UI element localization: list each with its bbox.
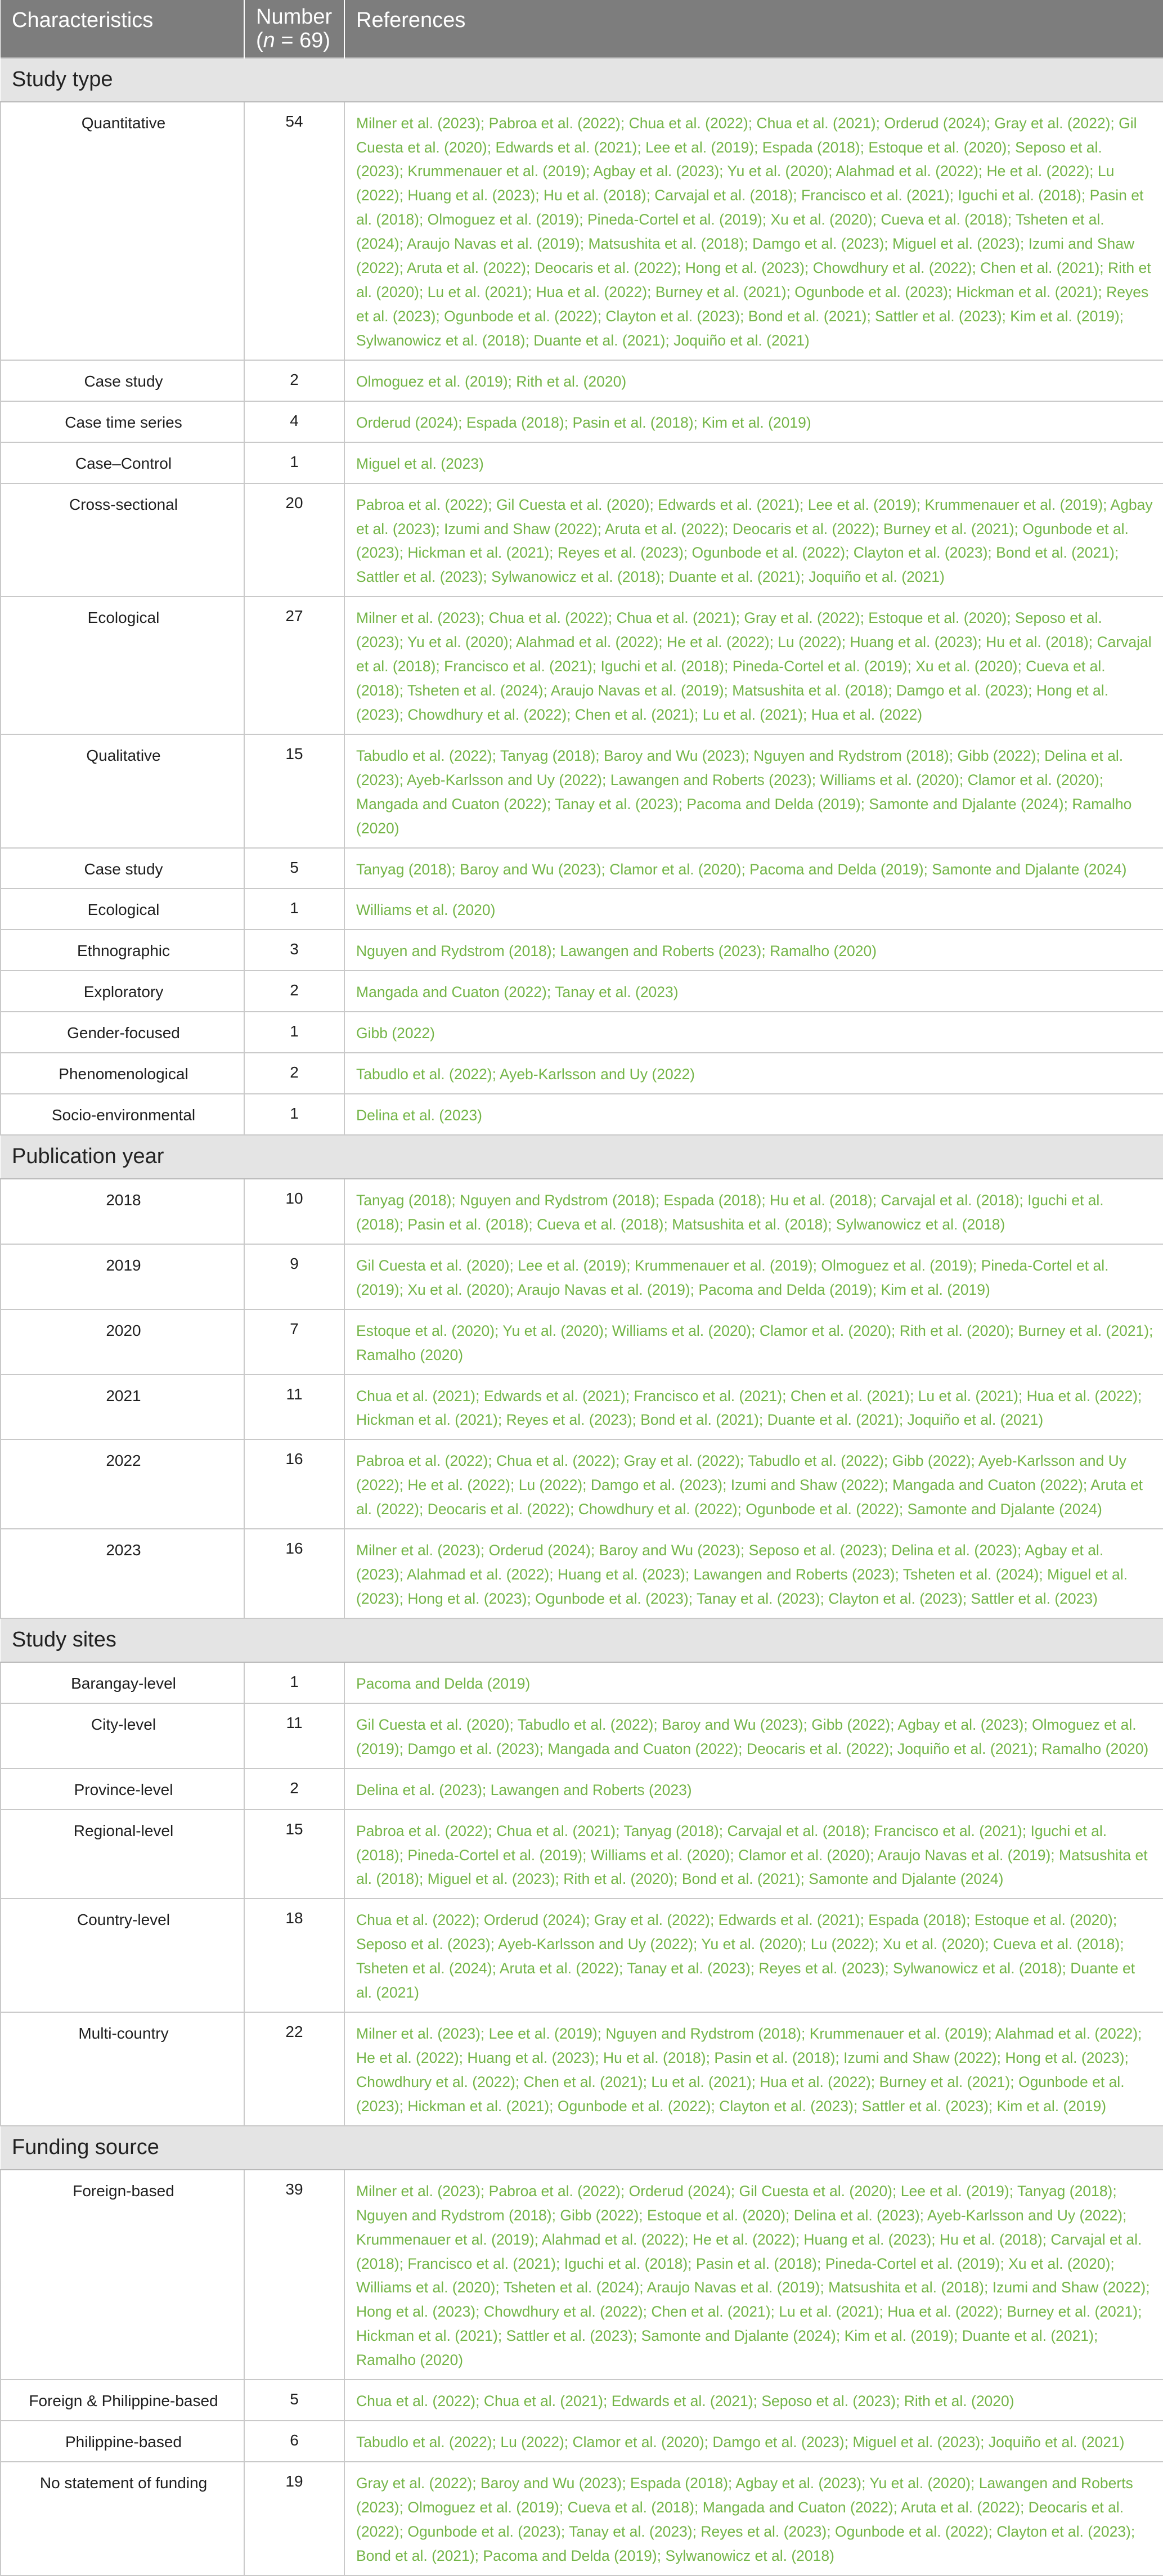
characteristic-cell: Case time series (1, 401, 244, 442)
table-row (1, 1662, 1163, 1703)
number-cell: 1 (244, 1012, 344, 1053)
number-cell: 39 (244, 2170, 344, 2380)
table-row (1, 483, 1163, 597)
references-cell: Tanyag (2018); Nguyen and Rydstrom (2018); Espada (2018); Hu et al. (2018); Carvajal et al. (2018); Iguchi et al. (2018); Pasin et al. (2018); Cueva et al. (2018); Matsushita et al. (2018); Sylwanowicz et al. (2018) (344, 1179, 1163, 1244)
references-cell: Tabudlo et al. (2022); Lu (2022); Clamor et al. (2020); Damgo et al. (2023); Miguel et al. (2023); Joquiño et al. (2021) (344, 2421, 1163, 2462)
table-row (1, 1179, 1163, 1244)
section-header-row (1, 1618, 1163, 1662)
characteristic-cell: Foreign-based (1, 2170, 244, 2380)
section-header-row (1, 58, 1163, 102)
references-cell: Gibb (2022) (344, 1012, 1163, 1053)
characteristic-cell: Regional-level (1, 1810, 244, 1899)
references-cell: Pacoma and Delda (2019) (344, 1662, 1163, 1703)
references-cell: Tabudlo et al. (2022); Tanyag (2018); Baroy and Wu (2023); Nguyen and Rydstrom (2018); Gibb (2022); Delina et al. (2023); Ayeb-Karlsson and Uy (2022); Lawangen and Roberts (2023); Williams et al. (2020); Clamor et al. (2020); Mangada and Cuaton (2022); Tanay et al. (2023); Pacoma and Delda (2019); Samonte and Djalante (2024); Ramalho (2020) (344, 734, 1163, 848)
table-row (1, 2462, 1163, 2575)
characteristic-cell: Philippine-based (1, 2421, 244, 2462)
references-cell: Milner et al. (2023); Pabroa et al. (2022); Orderud (2024); Gil Cuesta et al. (2020); Lee et al. (2019); Tanyag (2018); Nguyen and Rydstrom (2018); Gibb (2022); Estoque et al. (2020); Delina et al. (2023); Ayeb-Karlsson and Uy (2022); Krummenauer et al. (2019); Alahmad et al. (2022); He et al. (2022); Huang et al. (2023); Hu et al. (2018); Carvajal et al. (2018); Francisco et al. (2021); Iguchi et al. (2018); Pasin et al. (2018); Pineda-Cortel et al. (2019); Xu et al. (2020); Williams et al. (2020); Tsheten et al. (2024); Araujo Navas et al. (2019); Matsushita et al. (2018); Izumi and Shaw (2022); Hong et al. (2023); Chowdhury et al. (2022); Chen et al. (2021); Lu et al. (2021); Hua et al. (2022); Burney et al. (2021); Hickman et al. (2021); Sattler et al. (2023); Samonte and Djalante (2024); Kim et al. (2019); Duante et al. (2021); Ramalho (2020) (344, 2170, 1163, 2380)
references-cell: Chua et al. (2022); Orderud (2024); Gray et al. (2022); Edwards et al. (2021); Espada (2018); Estoque et al. (2020); Seposo et al. (2023); Ayeb-Karlsson and Uy (2022); Yu et al. (2020); Lu (2022); Xu et al. (2020); Cueva et al. (2018); Tsheten et al. (2024); Aruta et al. (2022); Tanay et al. (2023); Reyes et al. (2023); Sylwanowicz et al. (2018); Duante et al. (2021) (344, 1899, 1163, 2012)
number-cell: 10 (244, 1179, 344, 1244)
number-cell: 2 (244, 1769, 344, 1810)
characteristic-cell: Multi-country (1, 2012, 244, 2126)
references-cell: Olmoguez et al. (2019); Rith et al. (2020) (344, 360, 1163, 401)
header-number-n: n (263, 28, 275, 52)
references-cell: Miguel et al. (2023) (344, 442, 1163, 483)
number-cell: 6 (244, 2421, 344, 2462)
references-cell: Orderud (2024); Espada (2018); Pasin et al. (2018); Kim et al. (2019) (344, 401, 1163, 442)
number-cell: 5 (244, 848, 344, 889)
number-cell: 5 (244, 2380, 344, 2421)
references-cell: Pabroa et al. (2022); Chua et al. (2022); Gray et al. (2022); Tabudlo et al. (2022); Gibb (2022); Ayeb-Karlsson and Uy (2022); He et al. (2022); Lu (2022); Damgo et al. (2023); Izumi and Shaw (2022); Mangada and Cuaton (2022); Aruta et al. (2022); Deocaris et al. (2022); Chowdhury et al. (2022); Ogunbode et al. (2022); Samonte and Djalante (2024) (344, 1439, 1163, 1529)
number-cell: 3 (244, 930, 344, 971)
characteristic-cell: Ethnographic (1, 930, 244, 971)
table-body (1, 58, 1163, 2575)
characteristic-cell: 2018 (1, 1179, 244, 1244)
characteristic-cell: Qualitative (1, 734, 244, 848)
number-cell: 15 (244, 734, 344, 848)
table-row (1, 1899, 1163, 2012)
section-header-row (1, 2126, 1163, 2170)
section-header-row (1, 1135, 1163, 1179)
characteristic-cell: Case study (1, 360, 244, 401)
header-number-open: ( (256, 28, 263, 52)
characteristic-cell: 2021 (1, 1375, 244, 1440)
table-row (1, 1439, 1163, 1529)
number-cell: 16 (244, 1439, 344, 1529)
section-title: Study sites (1, 1618, 1163, 1662)
table-row (1, 848, 1163, 889)
number-cell: 11 (244, 1703, 344, 1769)
references-cell: Milner et al. (2023); Pabroa et al. (2022); Chua et al. (2022); Chua et al. (2021); Orderud (2024); Gray et al. (2022); Gil Cuesta et al. (2020); Edwards et al. (2021); Lee et al. (2019); Espada (2018); Estoque et al. (2020); Seposo et al. (2023); Krummenauer et al. (2019); Agbay et al. (2023); Yu et al. (2020); Alahmad et al. (2022); He et al. (2022); Lu (2022); Huang et al. (2023); Hu et al. (2018); Carvajal et al. (2018); Francisco et al. (2021); Iguchi et al. (2018); Pasin et al. (2018); Olmoguez et al. (2019); Pineda-Cortel et al. (2019); Xu et al. (2020); Cueva et al. (2018); Tsheten et al. (2024); Araujo Navas et al. (2019); Matsushita et al. (2018); Damgo et al. (2023); Miguel et al. (2023); Izumi and Shaw (2022); Aruta et al. (2022); Deocaris et al. (2022); Hong et al. (2023); Chowdhury et al. (2022); Chen et al. (2021); Rith et al. (2020); Lu et al. (2021); Hua et al. (2022); Burney et al. (2021); Ogunbode et al. (2023); Hickman et al. (2021); Reyes et al. (2023); Ogunbode et al. (2022); Clayton et al. (2023); Bond et al. (2021); Sattler et al. (2023); Kim et al. (2019); Sylwanowicz et al. (2018); Duante et al. (2021); Joquiño et al. (2021) (344, 102, 1163, 360)
table-row (1, 2012, 1163, 2126)
number-cell: 1 (244, 1662, 344, 1703)
number-cell: 4 (244, 401, 344, 442)
characteristic-cell: Foreign & Philippine-based (1, 2380, 244, 2421)
references-cell: Chua et al. (2021); Edwards et al. (2021); Francisco et al. (2021); Chen et al. (2021); Lu et al. (2021); Hua et al. (2022); Hickman et al. (2021); Reyes et al. (2023); Bond et al. (2021); Duante et al. (2021); Joquiño et al. (2021) (344, 1375, 1163, 1440)
table-row (1, 401, 1163, 442)
characteristic-cell: Quantitative (1, 102, 244, 360)
characteristic-cell: Case study (1, 848, 244, 889)
header-number-label: Number (256, 5, 333, 29)
references-cell: Gil Cuesta et al. (2020); Tabudlo et al. (2022); Baroy and Wu (2023); Gibb (2022); Agbay et al. (2023); Olmoguez et al. (2019); Damgo et al. (2023); Mangada and Cuaton (2022); Deocaris et al. (2022); Joquiño et al. (2021); Ramalho (2020) (344, 1703, 1163, 1769)
references-cell: Tanyag (2018); Baroy and Wu (2023); Clamor et al. (2020); Pacoma and Delda (2019); Samonte and Djalante (2024) (344, 848, 1163, 889)
characteristic-cell: Exploratory (1, 971, 244, 1012)
references-cell: Milner et al. (2023); Lee et al. (2019); Nguyen and Rydstrom (2018); Krummenauer et al. (2019); Alahmad et al. (2022); He et al. (2022); Huang et al. (2023); Hu et al. (2018); Pasin et al. (2018); Izumi and Shaw (2022); Hong et al. (2023); Chowdhury et al. (2022); Chen et al. (2021); Lu et al. (2021); Hua et al. (2022); Burney et al. (2021); Ogunbode et al. (2023); Hickman et al. (2021); Ogunbode et al. (2022); Clayton et al. (2023); Sattler et al. (2023); Kim et al. (2019) (344, 2012, 1163, 2126)
table-row (1, 1309, 1163, 1375)
section-title: Study type (1, 58, 1163, 102)
table-row (1, 1769, 1163, 1810)
header-number (244, 0, 344, 58)
table-row (1, 102, 1163, 360)
number-cell: 2 (244, 971, 344, 1012)
table-row (1, 1012, 1163, 1053)
characteristic-cell: Ecological (1, 888, 244, 930)
number-cell: 2 (244, 1053, 344, 1094)
header-number-total: = 69) (275, 28, 331, 52)
number-cell: 1 (244, 888, 344, 930)
number-cell: 54 (244, 102, 344, 360)
number-cell: 2 (244, 360, 344, 401)
characteristic-cell: Country-level (1, 1899, 244, 2012)
number-cell: 7 (244, 1309, 344, 1375)
characteristic-cell: 2022 (1, 1439, 244, 1529)
references-cell: Delina et al. (2023); Lawangen and Roberts (2023) (344, 1769, 1163, 1810)
table-header (1, 0, 1163, 58)
header-references: References (344, 0, 1163, 58)
references-cell: Pabroa et al. (2022); Chua et al. (2021); Tanyag (2018); Carvajal et al. (2018); Francisco et al. (2021); Iguchi et al. (2018); Pineda-Cortel et al. (2019); Williams et al. (2020); Clamor et al. (2020); Araujo Navas et al. (2019); Matsushita et al. (2018); Miguel et al. (2023); Rith et al. (2020); Bond et al. (2021); Samonte and Djalante (2024) (344, 1810, 1163, 1899)
table-row (1, 360, 1163, 401)
section-title: Funding source (1, 2126, 1163, 2170)
table-row (1, 888, 1163, 930)
table-row (1, 930, 1163, 971)
references-cell: Estoque et al. (2020); Yu et al. (2020); Williams et al. (2020); Clamor et al. (2020); Rith et al. (2020); Burney et al. (2021); Ramalho (2020) (344, 1309, 1163, 1375)
characteristic-cell: Phenomenological (1, 1053, 244, 1094)
number-cell: 9 (244, 1244, 344, 1309)
number-cell: 22 (244, 2012, 344, 2126)
references-cell: Nguyen and Rydstrom (2018); Lawangen and Roberts (2023); Ramalho (2020) (344, 930, 1163, 971)
references-cell: Tabudlo et al. (2022); Ayeb-Karlsson and Uy (2022) (344, 1053, 1163, 1094)
characteristic-cell: 2020 (1, 1309, 244, 1375)
references-cell: Gray et al. (2022); Baroy and Wu (2023); Espada (2018); Agbay et al. (2023); Yu et al. (2020); Lawangen and Roberts (2023); Olmoguez et al. (2019); Cueva et al. (2018); Mangada and Cuaton (2022); Aruta et al. (2022); Deocaris et al. (2022); Ogunbode et al. (2023); Tanay et al. (2023); Reyes et al. (2023); Ogunbode et al. (2022); Clayton et al. (2023); Bond et al. (2021); Pacoma and Delda (2019); Sylwanowicz et al. (2018) (344, 2462, 1163, 2575)
table-row (1, 2170, 1163, 2380)
characteristic-cell: Province-level (1, 1769, 244, 1810)
references-cell: Pabroa et al. (2022); Gil Cuesta et al. (2020); Edwards et al. (2021); Lee et al. (2019); Krummenauer et al. (2019); Agbay et al. (2023); Izumi and Shaw (2022); Aruta et al. (2022); Deocaris et al. (2022); Burney et al. (2021); Ogunbode et al. (2023); Hickman et al. (2021); Reyes et al. (2023); Ogunbode et al. (2022); Clayton et al. (2023); Bond et al. (2021); Sattler et al. (2023); Sylwanowicz et al. (2018); Duante et al. (2021); Joquiño et al. (2021) (344, 483, 1163, 597)
section-title: Publication year (1, 1135, 1163, 1179)
table-row (1, 1529, 1163, 1618)
number-cell: 1 (244, 1094, 344, 1135)
number-cell: 18 (244, 1899, 344, 2012)
characteristic-cell: Ecological (1, 596, 244, 734)
references-cell: Mangada and Cuaton (2022); Tanay et al. (2023) (344, 971, 1163, 1012)
characteristic-cell: 2019 (1, 1244, 244, 1309)
number-cell: 27 (244, 596, 344, 734)
table-row (1, 1375, 1163, 1440)
references-cell: Gil Cuesta et al. (2020); Lee et al. (2019); Krummenauer et al. (2019); Olmoguez et al. (2019); Pineda-Cortel et al. (2019); Xu et al. (2020); Araujo Navas et al. (2019); Pacoma and Delda (2019); Kim et al. (2019) (344, 1244, 1163, 1309)
table-row (1, 1244, 1163, 1309)
table-row (1, 442, 1163, 483)
characteristic-cell: No statement of funding (1, 2462, 244, 2575)
number-cell: 20 (244, 483, 344, 597)
characteristic-cell: Barangay-level (1, 1662, 244, 1703)
number-cell: 19 (244, 2462, 344, 2575)
number-cell: 15 (244, 1810, 344, 1899)
references-cell: Milner et al. (2023); Orderud (2024); Baroy and Wu (2023); Seposo et al. (2023); Delina et al. (2023); Agbay et al. (2023); Alahmad et al. (2022); Huang et al. (2023); Lawangen and Roberts (2023); Tsheten et al. (2024); Miguel et al. (2023); Hong et al. (2023); Ogunbode et al. (2023); Tanay et al. (2023); Clayton et al. (2023); Sattler et al. (2023) (344, 1529, 1163, 1618)
references-cell: Chua et al. (2022); Chua et al. (2021); Edwards et al. (2021); Seposo et al. (2023); Rith et al. (2020) (344, 2380, 1163, 2421)
characteristic-cell: Gender-focused (1, 1012, 244, 1053)
references-cell: Milner et al. (2023); Chua et al. (2022); Chua et al. (2021); Gray et al. (2022); Estoque et al. (2020); Seposo et al. (2023); Yu et al. (2020); Alahmad et al. (2022); He et al. (2022); Lu (2022); Huang et al. (2023); Hu et al. (2018); Carvajal et al. (2018); Francisco et al. (2021); Iguchi et al. (2018); Pineda-Cortel et al. (2019); Xu et al. (2020); Cueva et al. (2018); Tsheten et al. (2024); Araujo Navas et al. (2019); Matsushita et al. (2018); Damgo et al. (2023); Hong et al. (2023); Chowdhury et al. (2022); Chen et al. (2021); Lu et al. (2021); Hua et al. (2022) (344, 596, 1163, 734)
table-row (1, 2380, 1163, 2421)
table-row (1, 1094, 1163, 1135)
references-cell: Delina et al. (2023) (344, 1094, 1163, 1135)
table-row (1, 1053, 1163, 1094)
references-cell: Williams et al. (2020) (344, 888, 1163, 930)
header-characteristics: Characteristics (1, 0, 244, 58)
characteristic-cell: Cross-sectional (1, 483, 244, 597)
table-row (1, 1703, 1163, 1769)
table-row (1, 971, 1163, 1012)
table-row (1, 2421, 1163, 2462)
characteristic-cell: Case–Control (1, 442, 244, 483)
table-row (1, 596, 1163, 734)
table-row (1, 1810, 1163, 1899)
characteristic-cell: 2023 (1, 1529, 244, 1618)
table-row (1, 734, 1163, 848)
characteristic-cell: City-level (1, 1703, 244, 1769)
characteristic-cell: Socio-environmental (1, 1094, 244, 1135)
number-cell: 1 (244, 442, 344, 483)
number-cell: 16 (244, 1529, 344, 1618)
number-cell: 11 (244, 1375, 344, 1440)
